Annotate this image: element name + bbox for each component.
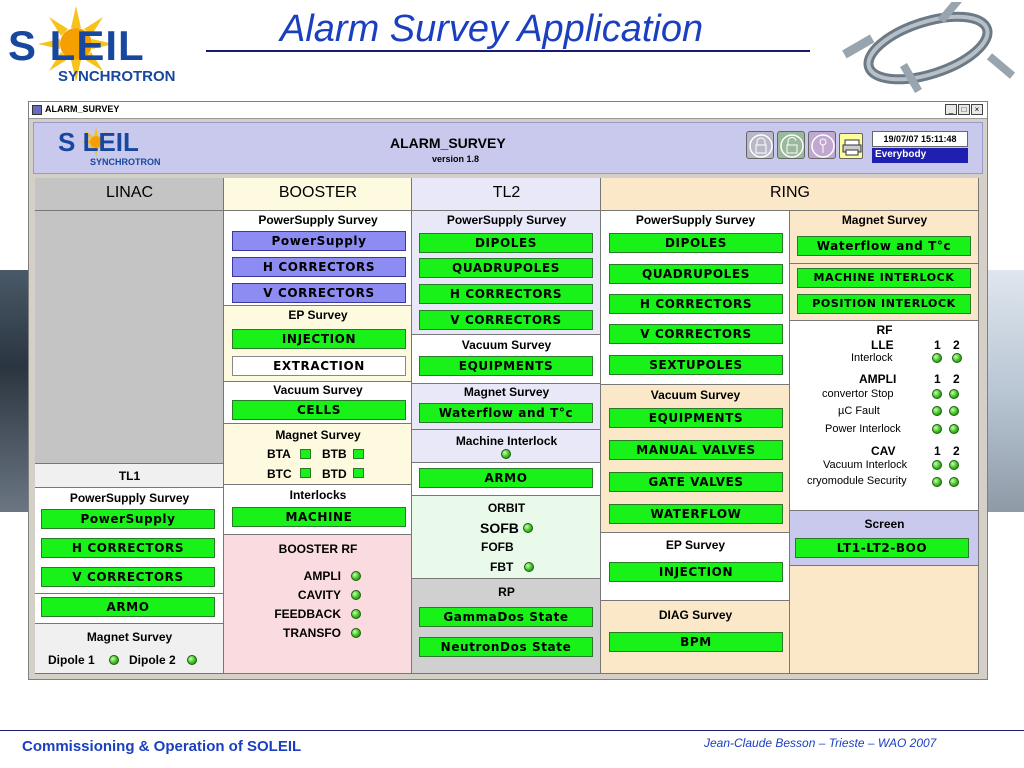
footer-rule [0,730,1024,731]
tl1-title: TL1 [118,469,141,483]
footer-left-text: Commissioning & Operation of SOLEIL [22,738,302,755]
title-rule [206,50,810,52]
tl1-magnet-title: Magnet Survey [86,630,173,644]
lle-interlock-led-1 [932,353,942,363]
ring-vacuum-title: Vacuum Survey [650,388,741,402]
app-header [33,122,983,174]
ring-gate-valves-button[interactable]: GATE VALVES [609,472,783,492]
booster-rf-title: BOOSTER RF [278,542,358,556]
ring-dipoles-button[interactable]: DIPOLES [609,233,783,253]
btb-status [353,449,364,459]
booster-rf-cavity-led [351,590,361,600]
ring-manual-valves-button[interactable]: MANUAL VALVES [609,440,783,460]
datetime-display: 19/07/07 15:11:48 [872,131,968,147]
ring-screen-title: Screen [864,517,905,531]
booster-h-correctors-button[interactable]: H CORRECTORS [232,257,406,277]
booster-powersupply-button[interactable]: PowerSupply [232,231,406,251]
power-interlock-label: Power Interlock [825,423,901,435]
fbt-led [524,562,534,572]
background-photo-right [988,270,1024,512]
ring-quadrupoles-button[interactable]: QUADRUPOLES [609,264,783,284]
ring-ep-title: EP Survey [665,538,726,552]
booster-rf-transfo-led [351,628,361,638]
booster-v-correctors-button[interactable]: V CORRECTORS [232,283,406,303]
btb-label: BTB [322,447,347,461]
booster-title: BOOSTER [278,184,358,201]
slide-logo-sub: SYNCHROTRON [58,68,176,85]
uc-fault-led-2 [949,406,959,416]
tl1-powersupply-button[interactable]: PowerSupply [41,509,215,529]
neutrondos-button[interactable]: NeutronDos State [419,637,593,657]
booster-ps-title: PowerSupply Survey [258,213,378,227]
booster-rf-transfo-label: TRANSFO [283,626,341,640]
ring-sextupoles-button[interactable]: SEXTUPOLES [609,355,783,375]
app-logo-sub: SYNCHROTRON [90,157,161,167]
lle-label: LLE [871,338,894,352]
ring-title: RING [770,184,810,201]
booster-rf-feedback-led [351,609,361,619]
ring-waterflow-magnet-button[interactable]: Waterflow and T°c [797,236,971,256]
booster-vacuum-title: Vacuum Survey [273,383,363,397]
booster-extraction-button[interactable]: EXTRACTION [232,356,406,376]
tl2-mi-title: Machine Interlock [455,434,558,448]
lle-interlock-led-2 [952,353,962,363]
ampli-col1: 1 [934,372,941,386]
sofb-led [523,523,533,533]
booster-rf-cavity-label: CAVITY [297,588,341,602]
unlock-icon[interactable] [777,131,805,159]
dipole1-label: Dipole 1 [48,653,95,667]
close-button[interactable]: × [971,104,983,115]
sofb-label: SOFB [480,520,519,536]
ring-diag-title: DIAG Survey [658,608,733,622]
booster-rf-ampli-led [351,571,361,581]
cav-col1: 1 [934,444,941,458]
cav-col2: 2 [953,444,960,458]
slide-logo-word: S LEIL [8,22,145,69]
btd-status [353,468,364,478]
gammados-button[interactable]: GammaDos State [419,607,593,627]
btd-label: BTD [322,467,347,481]
btc-label: BTC [267,467,292,481]
ring-v-correctors-button[interactable]: V CORRECTORS [609,324,783,344]
uc-fault-led-1 [932,406,942,416]
tl2-h-correctors-button[interactable]: H CORRECTORS [419,284,593,304]
fofb-label: FOFB [481,540,514,554]
tl2-dipoles-button[interactable]: DIPOLES [419,233,593,253]
uc-fault-label: µC Fault [838,405,880,417]
booster-interlocks-title: Interlocks [289,488,347,502]
position-interlock-button[interactable]: POSITION INTERLOCK [797,294,971,314]
tl2-rp-title: RP [498,585,515,599]
tl1-ps-title: PowerSupply Survey [69,491,190,505]
ring-waterflow-button[interactable]: WATERFLOW [609,504,783,524]
ampli-label: AMPLI [859,372,897,386]
app-logo-word: S LEIL [58,127,139,157]
ring-ps-title: PowerSupply Survey [635,213,756,227]
booster-rf-feedback-label: FEEDBACK [274,607,341,621]
tl2-mi-led [501,449,511,459]
ring-magnet-title: Magnet Survey [841,213,928,227]
tl2-equipments-button[interactable]: EQUIPMENTS [419,356,593,376]
app-icon [32,105,42,115]
dipole1-status-led [109,655,119,665]
booster-injection-button[interactable]: INJECTION [232,329,406,349]
booster-ep-title: EP Survey [288,308,348,322]
cryomodule-led-2 [949,477,959,487]
tl2-quadrupoles-button[interactable]: QUADRUPOLES [419,258,593,278]
lock-icon[interactable] [746,131,774,159]
user-display: Everybody [872,148,968,163]
key-icon[interactable] [808,131,836,159]
cryomodule-label: cryomodule Security [807,475,907,487]
power-interlock-led-2 [949,424,959,434]
ring-equipments-button[interactable]: EQUIPMENTS [609,408,783,428]
power-interlock-led-1 [932,424,942,434]
window-title: ALARM_SURVEY [45,104,120,114]
ring-h-correctors-button[interactable]: H CORRECTORS [609,294,783,314]
window-titlebar[interactable] [29,102,987,119]
background-photo-left [0,270,30,512]
ring-empty-section [790,566,979,674]
cryomodule-led-1 [932,477,942,487]
linac-body [35,211,224,464]
vacuum-interlock-led-1 [932,460,942,470]
app-title: ALARM_SURVEY [390,135,506,151]
vacuum-interlock-led-2 [949,460,959,470]
minimize-button[interactable]: _ [945,104,957,115]
btc-status [300,468,311,478]
storage-ring-image [836,2,1020,98]
lle-col1: 1 [934,338,941,352]
booster-rf-ampli-label: AMPLI [303,569,341,583]
convertor-stop-led-2 [949,389,959,399]
lle-col2: 2 [953,338,960,352]
screen-lt1-lt2-boo-button[interactable]: LT1-LT2-BOO [795,538,969,558]
tl2-title: TL2 [492,184,521,201]
ring-injection-button[interactable]: INJECTION [609,562,783,582]
booster-cells-button[interactable]: CELLS [232,400,406,420]
ampli-col2: 2 [953,372,960,386]
tl2-magnet-title: Magnet Survey [463,385,550,399]
convertor-stop-led-1 [932,389,942,399]
convertor-stop-label: convertor Stop [822,388,894,400]
booster-magnet-title: Magnet Survey [275,428,361,442]
bta-label: BTA [267,447,291,461]
tl2-v-correctors-button[interactable]: V CORRECTORS [419,310,593,330]
footer-right-text: Jean-Claude Besson – Trieste – WAO 2007 [704,736,937,750]
cav-label: CAV [871,444,896,458]
ring-bpm-button[interactable]: BPM [609,632,783,652]
slide-title: Alarm Survey Application [280,8,704,50]
dipole2-label: Dipole 2 [129,653,176,667]
maximize-button[interactable]: □ [958,104,970,115]
tl1-armo-button[interactable]: ARMO [41,597,215,617]
tl2-ps-title: PowerSupply Survey [446,213,567,227]
linac-title: LINAC [105,184,154,201]
fbt-label: FBT [490,560,514,574]
booster-machine-button[interactable]: MACHINE [232,507,406,527]
tl2-orbit-title: ORBIT [487,501,526,515]
vacuum-interlock-label: Vacuum Interlock [823,459,908,471]
tl2-waterflow-button[interactable]: Waterflow and T°c [419,403,593,423]
interlock-label: Interlock [851,352,893,364]
machine-interlock-button[interactable]: MACHINE INTERLOCK [797,268,971,288]
app-version: version 1.8 [432,154,480,164]
ring-rf-title: RF [876,323,893,337]
alarm-survey-window [28,101,988,680]
bta-status [300,449,311,459]
tl1-v-correctors-button[interactable]: V CORRECTORS [41,567,215,587]
dipole2-status-led [187,655,197,665]
tl2-vacuum-title: Vacuum Survey [461,338,552,352]
tl1-h-correctors-button[interactable]: H CORRECTORS [41,538,215,558]
tl2-armo-button[interactable]: ARMO [419,468,593,488]
printer-icon[interactable] [839,133,863,159]
